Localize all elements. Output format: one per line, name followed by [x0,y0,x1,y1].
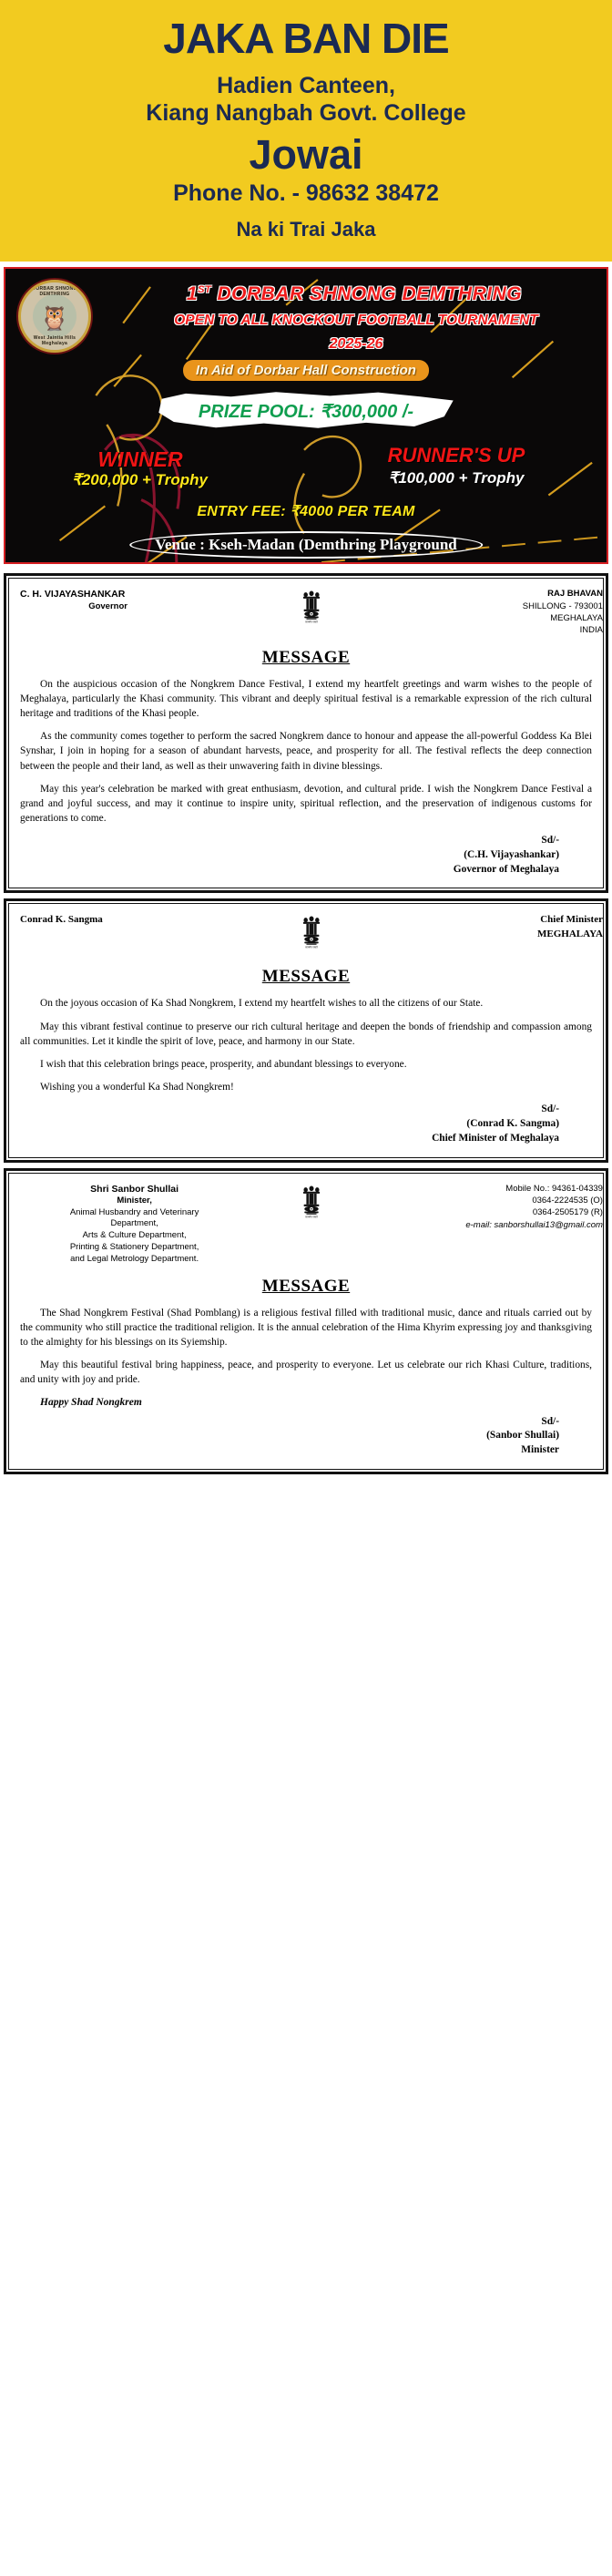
banner-subtitle-line1: Hadien Canteen, [217,72,395,98]
banner-tagline: Na ki Trai Jaka [236,218,376,241]
football-tournament-poster [4,267,608,564]
governor-address-line-1: RAJ BHAVAN [547,589,603,600]
minister-identity-block [20,1183,249,1266]
minister-sign-name: (Sanbor Shullai) [486,1430,559,1442]
emblem-container [254,913,369,956]
minister-dept-line-2: Department, [110,1218,158,1229]
poster-aid-badge: In Aid of Dorbar Hall Construction [183,360,429,381]
chief-minister-sign-name: (Conrad K. Sangma) [466,1118,559,1130]
banner-city: Jowai [249,130,363,178]
minister-name: Shri Sanbor Shullai [90,1183,179,1195]
football-poster-wrapper [0,262,612,568]
india-state-emblem-icon [299,913,324,951]
chief-minister-name: Conrad K. Sangma [20,914,103,926]
chief-minister-sign-sd: Sd/- [541,1103,559,1115]
chief-minister-letterhead [20,913,603,956]
governor-address-line-4: INDIA [579,625,603,636]
minister-signature-block [20,1415,592,1458]
minister-sign-sd: Sd/- [541,1415,559,1427]
poster-headline-secondary: OPEN TO ALL KNOCKOUT FOOTBALL TOURNAMENT [174,313,538,329]
governor-address-line-2: SHILLONG - 793001 [522,600,603,611]
winner-amount: ₹200,000 + Trophy [72,471,208,489]
governor-identity-block [20,588,249,612]
chief-minister-sign-title: Chief Minister of Meghalaya [432,1132,559,1144]
india-state-emblem-icon [299,588,324,626]
minister-dept-line-3: Arts & Culture Department, [82,1230,187,1241]
chief-minister-state: MEGHALAYA [537,928,603,939]
minister-paragraph-2: May this beautiful festival bring happiness, peace, and prosperity to everyone. Let us celebrate our rich Khasi Culture, traditions, and unity with joy and pride. [20,1360,592,1386]
governor-designation: Governor [88,600,128,611]
minister-contact-block [374,1183,603,1231]
chief-minister-paragraph-2: May this vibrant festival continue to preserve our rich cultural heritage and deepen the bonds of friendship and compassion among all communities. Let it kindle the spirit of love, peace, and harmony in our State. [20,1021,592,1047]
chief-minister-paragraph-1: On the joyous occasion of Ka Shad Nongkrem, I extend my heartfelt wishes to all the citizens of our State. [40,998,484,1010]
jaka-ban-die-banner-ad [0,0,612,262]
winner-label: WINNER [97,447,183,472]
minister-message-inner [8,1173,604,1470]
chief-minister-identity-block [20,913,249,927]
minister-sign-title: Minister [521,1444,559,1456]
banner-title: JAKA BAN DIE [163,15,449,62]
poster-headline-primary [115,283,594,305]
svg-text:सत्यमेव जयते: सत्यमेव जयते [305,946,318,949]
entry-fee-text: ENTRY FEE: ₹4000 PER TEAM [197,504,415,520]
poster-headline-text: DORBAR SHNONG DEMTHRING [211,283,523,305]
venue-text: Venue : Kseh-Madan (Demthring Playground [129,531,483,559]
minister-paragraph-1: The Shad Nongkrem Festival (Shad Pomblang) is a religious festival filled with traditional music, dance and rituals carried out by the community who still practice the traditional religion. It is the annual celebration of the Hima Khyrim expressing joy and thanksgiving to the almighty for his blessings on its Syiemship. [20,1307,592,1349]
minister-dept-line-5: and Legal Metrology Department. [70,1253,199,1264]
minister-office-number: 0364-2224535 (O) [532,1195,603,1206]
minister-residence-number: 0364-2505179 (R) [532,1207,603,1218]
chief-minister-message-inner [8,903,604,1157]
heron-bird-icon: 🦉 [39,303,70,332]
governor-name: C. H. VIJAYASHANKAR [20,589,126,600]
runner-up-label: RUNNER'S UP [387,444,525,467]
governor-paragraph-1: On the auspicious occasion of the Nongkrem Dance Festival, I extend my heartfelt greetings and warm wishes to the people of Meghalaya, particularly the Khasi community. This vibrant and deeply spiritual festival is a remarkable expression of the rich cultural heritage and traditions of the Khasi people. [20,678,592,719]
poster-headline-ordinal: 1 [186,283,199,305]
governor-signature-block [20,834,592,877]
governor-message-card [4,573,608,893]
minister-designation: Minister, [117,1195,152,1206]
dorbar-shnong-demthring-logo [18,280,91,353]
governor-paragraph-2: As the community comes together to perform the sacred Nongkrem dance to honour and appease the all-powerful Goddess Ka Blei Synshar, I join in hoping for a season of abundant harvests, peace, and prosperity for all. The festival reflects the deep connection between the people and their land, as well as their unwavering faith in divine blessings. [20,731,592,772]
chief-minister-paragraph-3: I wish that this celebration brings peace, prosperity, and abundant blessings to everyone. [40,1059,407,1071]
banner-phone: Phone No. - 98632 38472 [173,180,439,206]
svg-text:सत्यमेव जयते: सत्यमेव जयते [305,1216,318,1219]
governor-paragraph-3: May this year's celebration be marked with great enthusiasm, devotion, and cultural pride. I wish the Nongkrem Dance Festival a grand and joyful success, and may it continue to inspire unity, spiritual reflection, and the preservation of indigenous customs for generations to come. [20,783,592,825]
minister-mobile-number: Mobile No.: 94361-04339 [505,1183,603,1194]
governor-message-title: MESSAGE [261,647,351,667]
india-state-emblem-icon [299,1183,324,1221]
logo-ring-top-text: DORBAR SHNONG DEMTHRING [32,286,77,298]
chief-minister-message-title: MESSAGE [261,967,351,987]
banner-subtitle-line2: Kiang Nangbah Govt. College [146,100,466,127]
minister-happy-greeting: Happy Shad Nongkrem [40,1396,142,1408]
minister-message-card [4,1168,608,1474]
minister-email: e-mail: sanborshullai13@gmail.com [465,1219,603,1230]
governor-address-block [374,588,603,636]
prize-pool-text: PRIZE POOL: ₹300,000 /- [198,402,414,423]
governor-address-line-3: MEGHALAYA [550,612,603,623]
chief-minister-designation: Chief Minister [540,914,603,926]
chief-minister-message-card [4,898,608,1162]
chief-minister-signature-block [20,1103,592,1145]
governor-sign-title: Governor of Meghalaya [453,863,559,875]
runner-up-amount: ₹100,000 + Trophy [388,469,525,487]
minister-dept-line-4: Printing & Stationery Department, [69,1242,199,1253]
svg-text:सत्यमेव जयते: सत्यमेव जयते [305,621,318,624]
minister-letterhead [20,1183,603,1266]
minister-dept-line-1: Animal Husbandry and Veterinary [69,1206,199,1217]
governor-letterhead [20,588,603,636]
chief-minister-paragraph-4: Wishing you a wonderful Ka Shad Nongkrem! [40,1082,234,1093]
governor-sign-name: (C.H. Vijayashankar) [464,849,559,860]
poster-season-year: 2025-26 [329,336,383,353]
governor-message-inner [8,578,604,888]
minister-message-title: MESSAGE [261,1276,351,1296]
emblem-container [254,588,369,631]
poster-headline-ordinal-suffix: ST [198,284,212,296]
governor-sign-sd: Sd/- [541,835,559,847]
logo-ring-bottom-text: West Jaintia Hills Meghalaya [33,335,76,347]
emblem-container [254,1183,369,1226]
chief-minister-address-block [374,913,603,941]
